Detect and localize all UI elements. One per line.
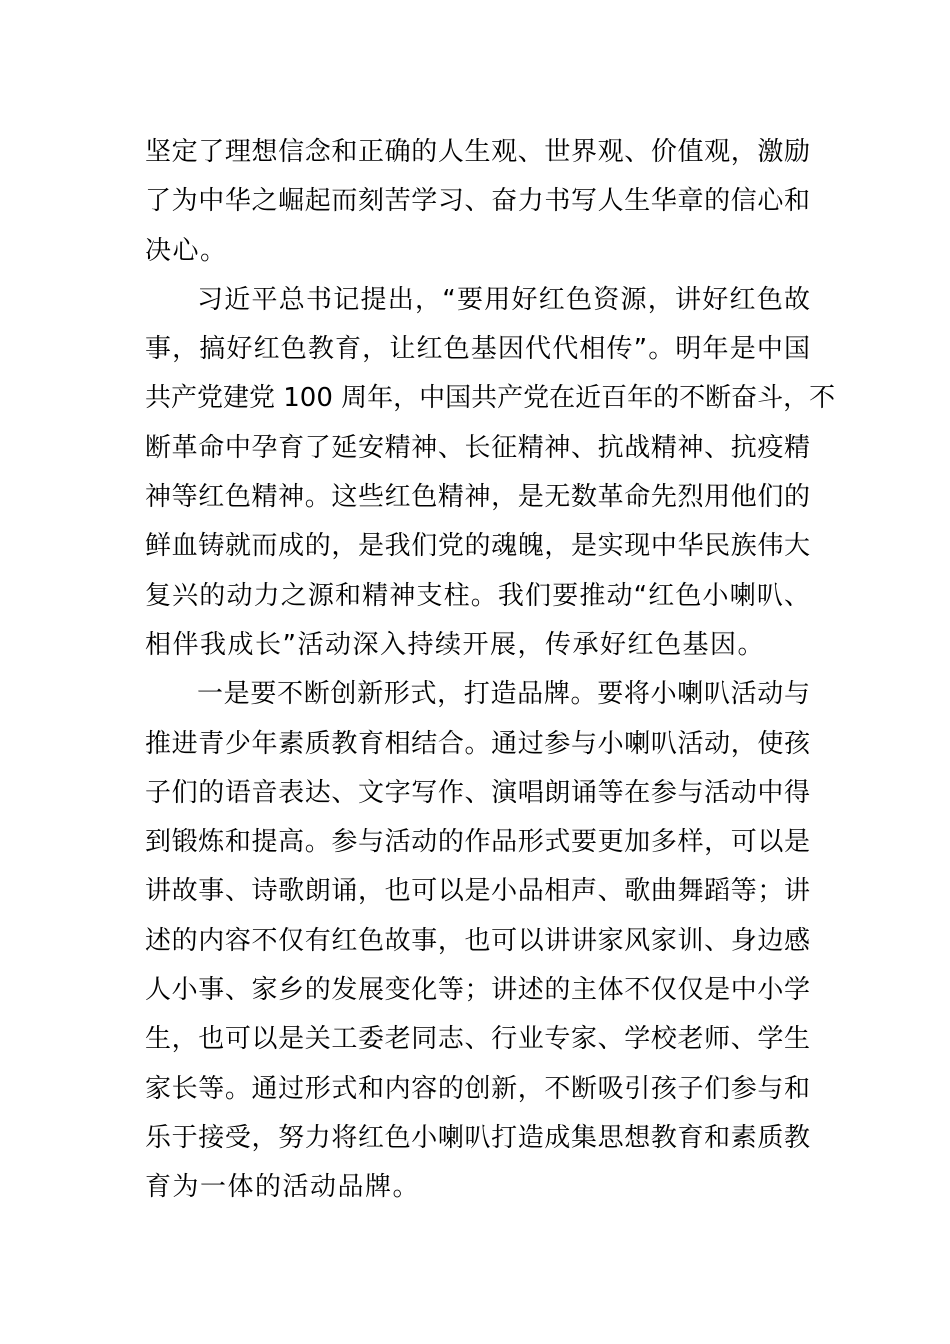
text-line: 坚定了理想信念和正确的人生观、世界观、价值观，激励 [145,137,810,167]
text-line: 讲故事、诗歌朗诵，也可以是小品相声、歌曲舞蹈等；讲 [145,876,810,907]
text-line: 断革命中孕育了延安精神、长征精神、抗战精神、抗疫精 [145,432,810,463]
text-line: 到锻炼和提高。参与活动的作品形式要更加多样，可以是 [145,827,810,858]
paragraph-first-line: 习近平总书记提出，“要用好红色资源，讲好红色故 [197,284,810,315]
text-line: 决心。 [145,235,228,266]
text-line: 人小事、家乡的发展变化等；讲述的主体不仅仅是中小学 [145,975,810,1006]
text-line: 育为一体的活动品牌。 [145,1172,421,1203]
text-line: 子们的语音表达、文字写作、演唱朗诵等在参与活动中得 [145,777,810,808]
text-line: 家长等。通过形式和内容的创新，不断吸引孩子们参与和 [145,1073,810,1104]
text-line: 共产党建党 100 周年，中国共产党在近百年的不断奋斗，不 [145,383,836,414]
text-line: 复兴的动力之源和精神支柱。我们要推动“红色小喇叭、 [145,580,810,611]
text-line: 神等红色精神。这些红色精神，是无数革命先烈用他们的 [145,482,810,513]
text-line: 推进青少年素质教育相结合。通过参与小喇叭活动，使孩 [145,728,810,759]
text-line: 鲜血铸就而成的，是我们党的魂魄，是实现中华民族伟大 [145,531,810,562]
text-line: 了为中华之崛起而刻苦学习、奋力书写人生华章的信心和 [145,186,810,217]
text-line: 述的内容不仅有红色故事，也可以讲讲家风家训、身边感 [145,925,810,956]
text-line: 相伴我成长”活动深入持续开展，传承好红色基因。 [145,629,765,660]
text-line: 乐于接受，努力将红色小喇叭打造成集思想教育和素质教 [145,1122,810,1153]
text-line: 生，也可以是关工委老同志、行业专家、学校老师、学生 [145,1024,810,1055]
text-line: 事，搞好红色教育，让红色基因代代相传”。明年是中国 [145,334,810,365]
paragraph-first-line: 一是要不断创新形式，打造品牌。要将小喇叭活动与 [197,679,810,710]
body-text [145,128,836,1213]
